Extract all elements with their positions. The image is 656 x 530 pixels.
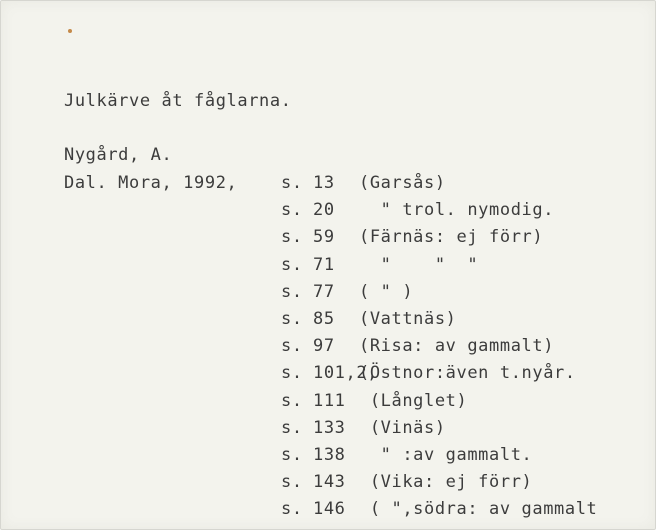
page-reference-row	[281, 200, 597, 227]
page-prefix: s.	[281, 472, 303, 493]
page-number: 111	[313, 390, 346, 411]
page-prefix: s.	[281, 281, 303, 302]
page-number: 85	[313, 308, 335, 329]
page-prefix: s.	[281, 444, 303, 465]
page-number: 20	[313, 200, 335, 221]
page-reference-row	[281, 227, 597, 254]
page-prefix: s.	[281, 336, 303, 357]
source-line: Dal. Mora, 1992,	[64, 173, 238, 193]
page-number: 13	[313, 173, 335, 193]
page-note: (Färnäs: ej förr)	[359, 227, 544, 248]
page-note: (Vinäs)	[359, 417, 446, 438]
page-note: (Vattnäs)	[359, 308, 457, 329]
page-reference-row	[281, 363, 597, 390]
page-note: " " "	[359, 254, 479, 275]
page-reference-row	[281, 499, 597, 526]
page-number: 97	[313, 336, 335, 357]
page-number: 101,2,	[313, 363, 379, 384]
author-line: Nygård, A.	[64, 145, 173, 165]
page-note: (Långlet)	[359, 390, 468, 411]
page-prefix: s.	[281, 308, 303, 329]
page-note: " trol. nymodig.	[359, 200, 555, 221]
page-number: 138	[313, 444, 346, 465]
page-note: (Garsås)	[359, 173, 446, 193]
ink-dot	[68, 29, 72, 33]
page-reference-row	[281, 418, 597, 445]
page-note: (Östnor:även t.nyår.	[359, 363, 576, 384]
page-number: 77	[313, 281, 335, 302]
page-prefix: s.	[281, 200, 303, 221]
page-number: 146	[313, 499, 346, 520]
page-prefix: s.	[281, 390, 303, 411]
page-number: 59	[313, 227, 335, 248]
page-reference-row	[281, 309, 597, 336]
page-note: " :av gammalt.	[359, 444, 533, 465]
page-note: ( " )	[359, 281, 414, 302]
page-prefix: s.	[281, 254, 303, 275]
page-reference-row	[281, 391, 597, 418]
page-prefix: s.	[281, 499, 303, 520]
page-note: (Vika: ej förr)	[359, 472, 533, 493]
page-prefix: s.	[281, 417, 303, 438]
page-prefix: s.	[281, 173, 303, 193]
page-note: (Risa: av gammalt)	[359, 336, 555, 357]
page-prefix: s.	[281, 363, 303, 384]
page-note: ( ",södra: av gammalt	[359, 499, 598, 520]
page-reference-row	[281, 173, 597, 200]
card-title: Julkärve åt fåglarna.	[64, 91, 292, 111]
page-number: 143	[313, 472, 346, 493]
page-reference-row	[281, 445, 597, 472]
page-prefix: s.	[281, 227, 303, 248]
page-number: 133	[313, 417, 346, 438]
page-number: 71	[313, 254, 335, 275]
page-reference-list	[281, 173, 597, 526]
page-reference-row	[281, 472, 597, 499]
page-reference-row	[281, 336, 597, 363]
page-reference-row	[281, 255, 597, 282]
page-reference-row	[281, 282, 597, 309]
